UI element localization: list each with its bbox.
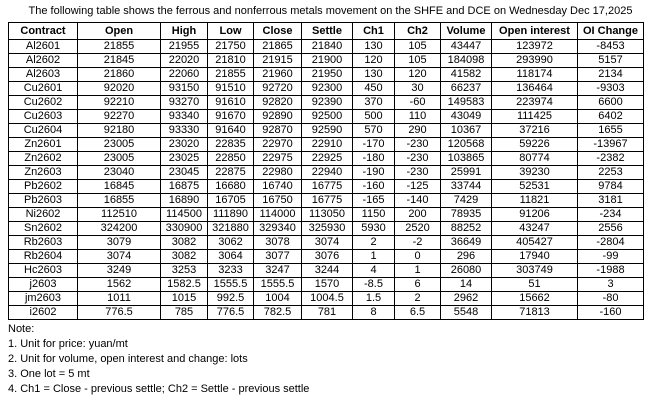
table-cell: 200 [395, 208, 441, 222]
table-cell: 776.5 [208, 306, 254, 320]
table-row [9, 236, 644, 250]
table-cell: 33744 [441, 180, 492, 194]
table-cell: 3082 [161, 250, 208, 264]
contract-cell: Pb2603 [9, 194, 78, 208]
table-cell: 130 [353, 40, 395, 54]
table-cell: -2382 [578, 152, 644, 166]
table-cell: 321880 [208, 222, 254, 236]
table-cell: 5157 [578, 54, 644, 68]
table-cell: 120 [395, 68, 441, 82]
table-cell: 136464 [492, 82, 578, 96]
contract-cell: Cu2602 [9, 96, 78, 110]
table-row [9, 152, 644, 166]
table-cell: 15662 [492, 292, 578, 306]
table-cell: 9784 [578, 180, 644, 194]
table-cell: 2 [395, 292, 441, 306]
table-cell: 92890 [254, 110, 302, 124]
column-header: Volume [441, 23, 492, 40]
table-cell: 21750 [208, 40, 254, 54]
table-cell: -180 [353, 152, 395, 166]
table-cell: 21855 [208, 68, 254, 82]
table-cell: 10367 [441, 124, 492, 138]
table-cell: 3 [578, 278, 644, 292]
table-cell: 91610 [208, 96, 254, 110]
table-cell: -8.5 [353, 278, 395, 292]
contract-cell: Pb2602 [9, 180, 78, 194]
table-cell: 118174 [492, 68, 578, 82]
table-cell: 26080 [441, 264, 492, 278]
table-cell: 22875 [208, 166, 254, 180]
table-row [9, 222, 644, 236]
notes-heading: Note: [8, 323, 35, 335]
contract-cell: Cu2603 [9, 110, 78, 124]
table-cell: 92590 [302, 124, 353, 138]
table-cell: 4 [353, 264, 395, 278]
table-cell: 22940 [302, 166, 353, 180]
table-cell: 114500 [161, 208, 208, 222]
table-cell: 1 [353, 250, 395, 264]
table-cell: 16890 [161, 194, 208, 208]
contract-cell: jm2603 [9, 292, 78, 306]
contract-cell: Al2601 [9, 40, 78, 54]
table-cell: 16680 [208, 180, 254, 194]
table-cell: 3077 [254, 250, 302, 264]
table-cell: -170 [353, 138, 395, 152]
table-cell: 23025 [161, 152, 208, 166]
contract-cell: Cu2604 [9, 124, 78, 138]
table-cell: 22850 [208, 152, 254, 166]
table-row [9, 292, 644, 306]
contract-cell: Zn2603 [9, 166, 78, 180]
table-cell: 21955 [161, 40, 208, 54]
contract-cell: Al2603 [9, 68, 78, 82]
table-cell: 11821 [492, 194, 578, 208]
table-cell: 93330 [161, 124, 208, 138]
table-cell: 3181 [578, 194, 644, 208]
table-cell: 3074 [78, 250, 161, 264]
table-cell: 1.5 [353, 292, 395, 306]
table-cell: 114000 [254, 208, 302, 222]
table-cell: 120 [353, 54, 395, 68]
table-row [9, 208, 644, 222]
table-cell: 782.5 [254, 306, 302, 320]
table-cell: -99 [578, 250, 644, 264]
table-cell: 324200 [78, 222, 161, 236]
table-cell: 22910 [302, 138, 353, 152]
table-cell: 25991 [441, 166, 492, 180]
table-cell: 6600 [578, 96, 644, 110]
table-cell: 2134 [578, 68, 644, 82]
contract-cell: j2603 [9, 278, 78, 292]
table-cell: 111890 [208, 208, 254, 222]
table-cell: 16705 [208, 194, 254, 208]
table-cell: 92390 [302, 96, 353, 110]
table-cell: -9303 [578, 82, 644, 96]
table-cell: 59226 [492, 138, 578, 152]
table-cell: -2 [395, 236, 441, 250]
table-cell: 51 [492, 278, 578, 292]
table-cell: 130 [353, 68, 395, 82]
table-cell: 405427 [492, 236, 578, 250]
table-row [9, 250, 644, 264]
table-row [9, 110, 644, 124]
header-row [9, 23, 644, 40]
table-cell: 1582.5 [161, 278, 208, 292]
table-cell: 3078 [254, 236, 302, 250]
contract-cell: Sn2602 [9, 222, 78, 236]
table-cell: 303749 [492, 264, 578, 278]
table-cell: 500 [353, 110, 395, 124]
table-cell: -125 [395, 180, 441, 194]
table-cell: 112510 [78, 208, 161, 222]
table-cell: 1562 [78, 278, 161, 292]
table-cell: 22020 [161, 54, 208, 68]
table-cell: 1 [395, 264, 441, 278]
table-cell: 93340 [161, 110, 208, 124]
table-cell: 21845 [78, 54, 161, 68]
table-row [9, 278, 644, 292]
table-cell: -1988 [578, 264, 644, 278]
table-row [9, 264, 644, 278]
table-cell: 2253 [578, 166, 644, 180]
table-cell: 16775 [302, 180, 353, 194]
table-cell: 16845 [78, 180, 161, 194]
column-header: Settle [302, 23, 353, 40]
table-cell: 149583 [441, 96, 492, 110]
table-cell: 110 [395, 110, 441, 124]
table-cell: 23005 [78, 152, 161, 166]
column-header: High [161, 23, 208, 40]
table-cell: 570 [353, 124, 395, 138]
table-cell: 329340 [254, 222, 302, 236]
contract-cell: Al2602 [9, 54, 78, 68]
note-line: 4. Ch1 = Close - previous settle; Ch2 = Settle - previous settle [8, 383, 310, 395]
table-cell: 1150 [353, 208, 395, 222]
table-cell: 23045 [161, 166, 208, 180]
table-cell: 41582 [441, 68, 492, 82]
table-cell: 6 [395, 278, 441, 292]
table-cell: 3062 [208, 236, 254, 250]
table-cell: 66237 [441, 82, 492, 96]
table-cell: 92500 [302, 110, 353, 124]
table-cell: 23005 [78, 138, 161, 152]
column-header: Ch1 [353, 23, 395, 40]
table-cell: 21840 [302, 40, 353, 54]
table-cell: 3233 [208, 264, 254, 278]
note-line: 1. Unit for price: yuan/mt [8, 338, 128, 350]
table-cell: 16855 [78, 194, 161, 208]
column-header: OI Change [578, 23, 644, 40]
table-cell: -230 [395, 166, 441, 180]
table-row [9, 68, 644, 82]
table-cell: 43447 [441, 40, 492, 54]
table-cell: 92020 [78, 82, 161, 96]
table-cell: 78935 [441, 208, 492, 222]
table-cell: 16750 [254, 194, 302, 208]
table-cell: -8453 [578, 40, 644, 54]
table-cell: 111425 [492, 110, 578, 124]
table-cell: 91510 [208, 82, 254, 96]
table-cell: 23040 [78, 166, 161, 180]
table-row [9, 194, 644, 208]
table-cell: 43049 [441, 110, 492, 124]
table-cell: 22835 [208, 138, 254, 152]
table-cell: 16775 [302, 194, 353, 208]
table-cell: 39230 [492, 166, 578, 180]
table-cell: 92300 [302, 82, 353, 96]
table-cell: 992.5 [208, 292, 254, 306]
table-cell: 3064 [208, 250, 254, 264]
table-cell: 293990 [492, 54, 578, 68]
table-cell: 776.5 [78, 306, 161, 320]
table-cell: 0 [395, 250, 441, 264]
table-row [9, 306, 644, 320]
table-cell: 21855 [78, 40, 161, 54]
table-row [9, 180, 644, 194]
table-cell: -230 [395, 152, 441, 166]
table-cell: 2556 [578, 222, 644, 236]
table-cell: 120568 [441, 138, 492, 152]
table-cell: 123972 [492, 40, 578, 54]
note-line: 2. Unit for volume, open interest and change: lots [8, 353, 248, 365]
table-cell: 22980 [254, 166, 302, 180]
table-cell: 785 [161, 306, 208, 320]
table-cell: 43247 [492, 222, 578, 236]
table-cell: 23020 [161, 138, 208, 152]
table-cell: -234 [578, 208, 644, 222]
table-cell: 1004.5 [302, 292, 353, 306]
table-cell: 21810 [208, 54, 254, 68]
table-cell: 21860 [78, 68, 161, 82]
table-cell: -2804 [578, 236, 644, 250]
table-cell: 91640 [208, 124, 254, 138]
table-cell: 105 [395, 54, 441, 68]
table-cell: 8 [353, 306, 395, 320]
contract-cell: Hc2603 [9, 264, 78, 278]
table-cell: 2962 [441, 292, 492, 306]
table-cell: 113050 [302, 208, 353, 222]
table-cell: 1015 [161, 292, 208, 306]
contract-cell: Cu2601 [9, 82, 78, 96]
table-cell: 3249 [78, 264, 161, 278]
column-header: Open [78, 23, 161, 40]
column-header: Contract [9, 23, 78, 40]
column-header: Low [208, 23, 254, 40]
table-cell: 3082 [161, 236, 208, 250]
table-cell: 1555.5 [208, 278, 254, 292]
table-cell: 105 [395, 40, 441, 54]
table-cell: 36649 [441, 236, 492, 250]
table-cell: 80774 [492, 152, 578, 166]
table-cell: 330900 [161, 222, 208, 236]
contract-cell: Rb2603 [9, 236, 78, 250]
table-cell: 223974 [492, 96, 578, 110]
table-cell: 325930 [302, 222, 353, 236]
note-line: 3. One lot = 5 mt [8, 368, 90, 380]
contract-cell: Ni2602 [9, 208, 78, 222]
table-cell: 17940 [492, 250, 578, 264]
table-cell: -140 [395, 194, 441, 208]
table-cell: 5930 [353, 222, 395, 236]
table-cell: 3076 [302, 250, 353, 264]
table-cell: -165 [353, 194, 395, 208]
table-cell: 3247 [254, 264, 302, 278]
table-cell: 91670 [208, 110, 254, 124]
table-body [9, 40, 644, 320]
table-cell: 3253 [161, 264, 208, 278]
table-cell: 103865 [441, 152, 492, 166]
table-cell: 22975 [254, 152, 302, 166]
column-header: Open interest [492, 23, 578, 40]
table-cell: 2 [353, 236, 395, 250]
column-header: Close [254, 23, 302, 40]
table-cell: -60 [395, 96, 441, 110]
table-cell: 290 [395, 124, 441, 138]
table-cell: -13967 [578, 138, 644, 152]
table-row [9, 82, 644, 96]
table-cell: 71813 [492, 306, 578, 320]
table-cell: 93270 [161, 96, 208, 110]
table-cell: -160 [578, 306, 644, 320]
page-title: The following table shows the ferrous and nonferrous metals movement on the SHFE and DCE on Wednesday Dec 17,2025 [28, 5, 633, 17]
table-cell: 1004 [254, 292, 302, 306]
table-cell: 3074 [302, 236, 353, 250]
table-cell: 1570 [302, 278, 353, 292]
table-cell: 1655 [578, 124, 644, 138]
table-cell: 14 [441, 278, 492, 292]
table-cell: 781 [302, 306, 353, 320]
table-cell: -190 [353, 166, 395, 180]
contract-cell: Zn2601 [9, 138, 78, 152]
table-cell: 22060 [161, 68, 208, 82]
table-cell: 30 [395, 82, 441, 96]
notes [8, 322, 309, 397]
table-cell: 1555.5 [254, 278, 302, 292]
contract-cell: Rb2604 [9, 250, 78, 264]
table-cell: 92210 [78, 96, 161, 110]
table-cell: -80 [578, 292, 644, 306]
table-cell: 92270 [78, 110, 161, 124]
metals-table [8, 22, 644, 320]
contract-cell: Zn2602 [9, 152, 78, 166]
table-cell: 184098 [441, 54, 492, 68]
table-cell: 21900 [302, 54, 353, 68]
table-cell: 88252 [441, 222, 492, 236]
table-cell: 92870 [254, 124, 302, 138]
table-cell: 7429 [441, 194, 492, 208]
table-row [9, 124, 644, 138]
table-cell: 3244 [302, 264, 353, 278]
table-cell: -230 [395, 138, 441, 152]
table-row [9, 166, 644, 180]
table-cell: 21960 [254, 68, 302, 82]
column-header: Ch2 [395, 23, 441, 40]
table-row [9, 138, 644, 152]
table-cell: 5548 [441, 306, 492, 320]
table-cell: 22925 [302, 152, 353, 166]
table-cell: 1011 [78, 292, 161, 306]
table-cell: 296 [441, 250, 492, 264]
table-row [9, 54, 644, 68]
table-cell: 21915 [254, 54, 302, 68]
table-row [9, 40, 644, 54]
contract-cell: i2602 [9, 306, 78, 320]
table-cell: 52531 [492, 180, 578, 194]
table-cell: 16875 [161, 180, 208, 194]
table-cell: 93150 [161, 82, 208, 96]
table-cell: 6402 [578, 110, 644, 124]
table-cell: 6.5 [395, 306, 441, 320]
table-cell: 37216 [492, 124, 578, 138]
table-cell: 21865 [254, 40, 302, 54]
table-cell: 16740 [254, 180, 302, 194]
table-cell: 370 [353, 96, 395, 110]
table-cell: 92180 [78, 124, 161, 138]
table-cell: 92720 [254, 82, 302, 96]
table-row [9, 96, 644, 110]
table-cell: 450 [353, 82, 395, 96]
table-cell: 92820 [254, 96, 302, 110]
table-cell: 22970 [254, 138, 302, 152]
table-cell: 3079 [78, 236, 161, 250]
table-cell: -160 [353, 180, 395, 194]
table-cell: 2520 [395, 222, 441, 236]
table-cell: 91206 [492, 208, 578, 222]
table-cell: 21950 [302, 68, 353, 82]
